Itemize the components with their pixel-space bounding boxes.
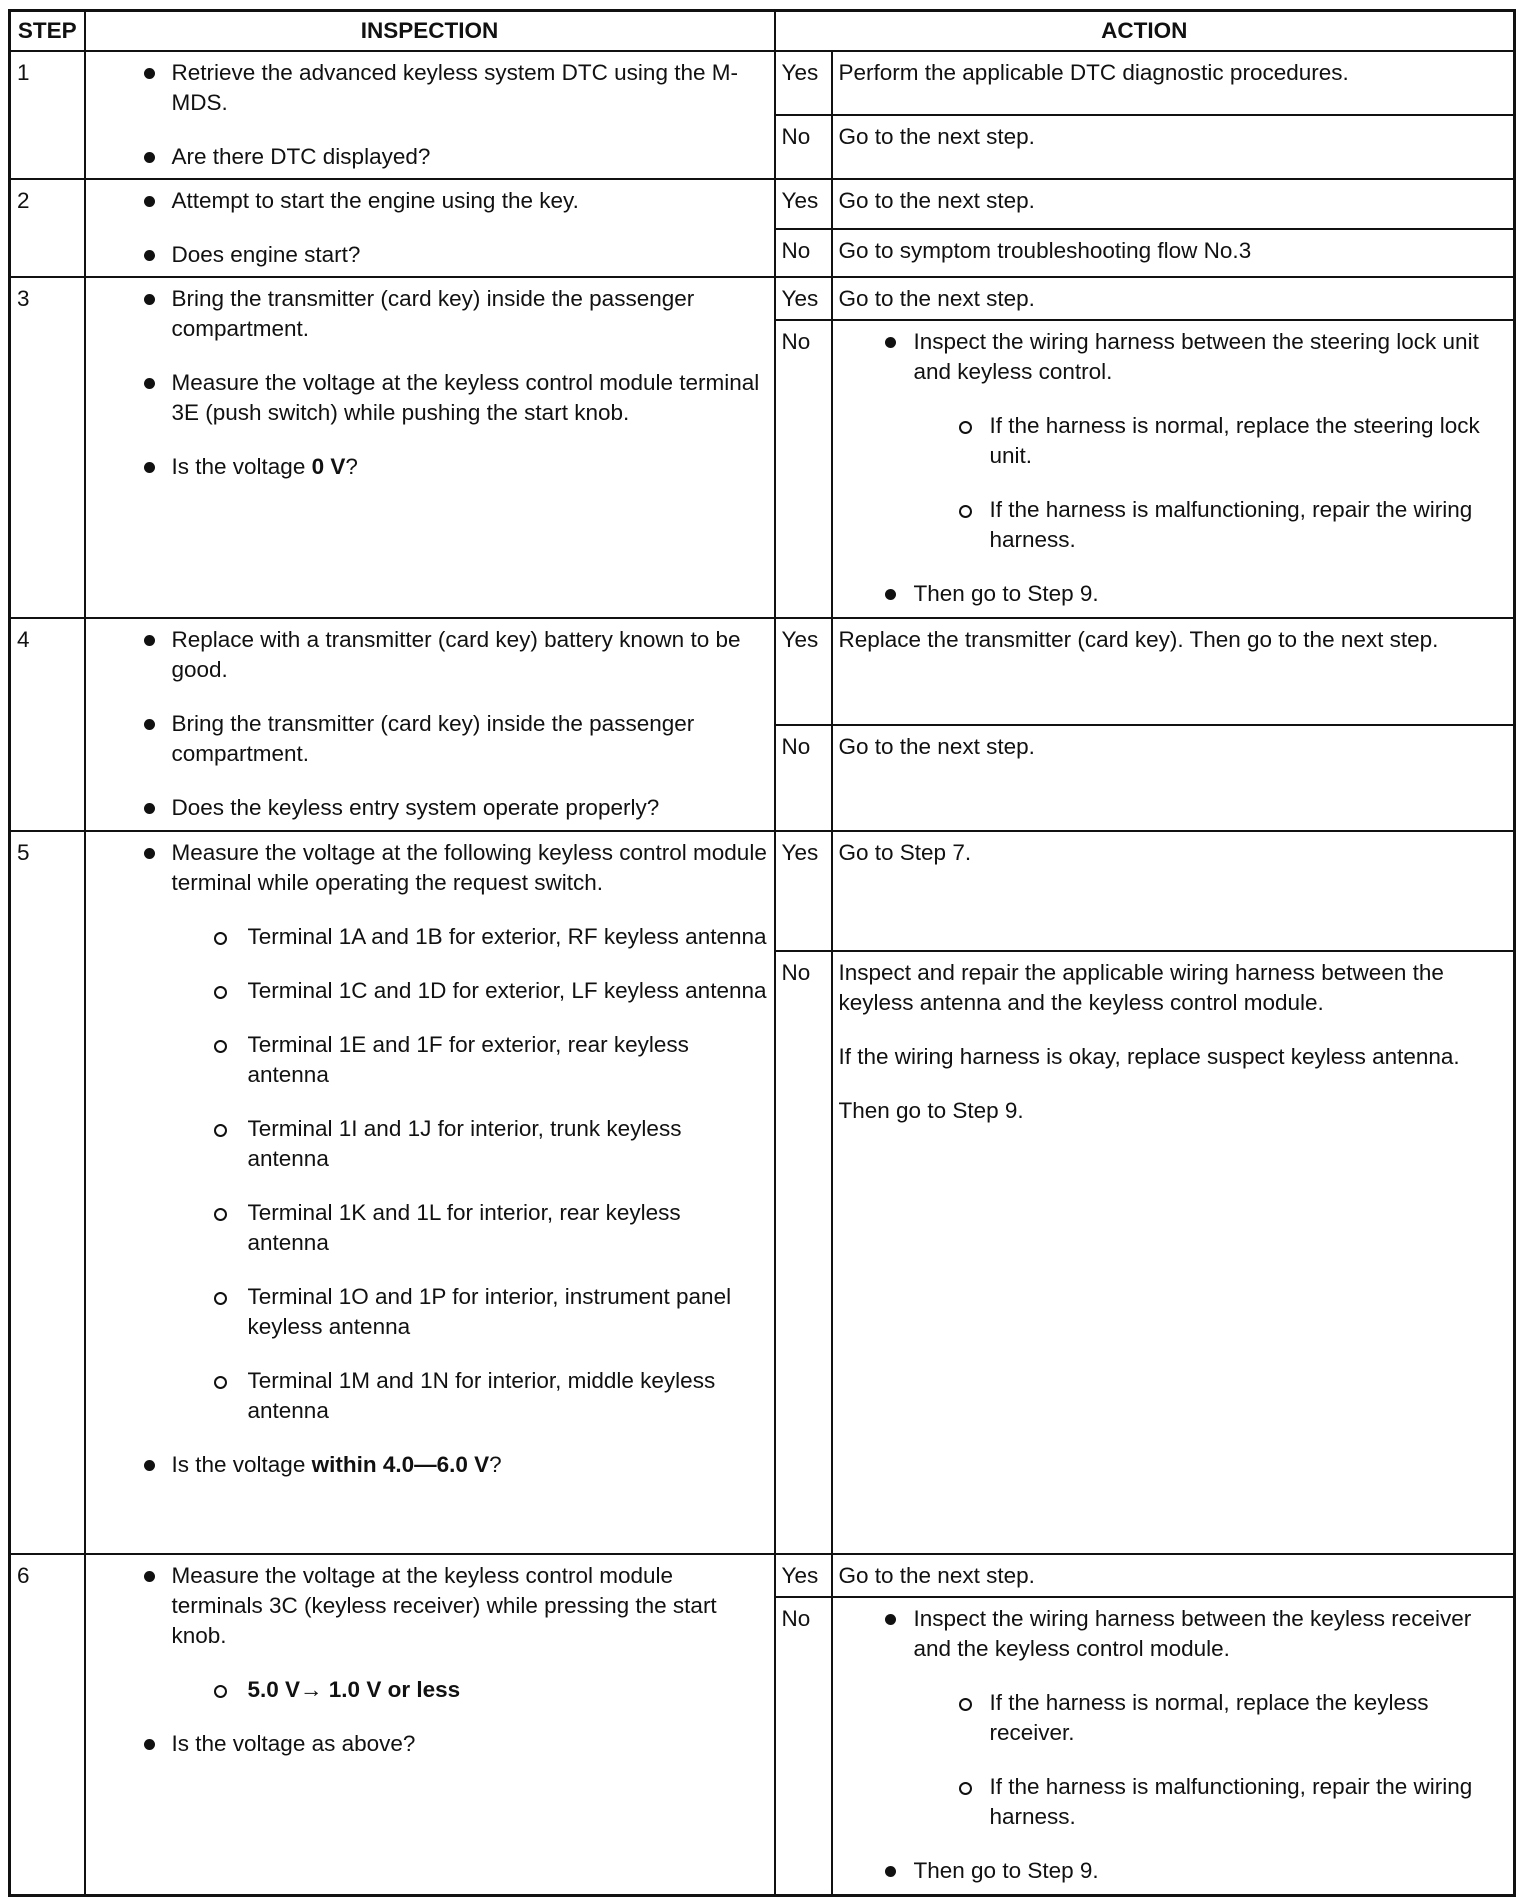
list-item: Bring the transmitter (card key) inside the passenger compartment. bbox=[92, 284, 768, 344]
list-item: Attempt to start the engine using the key. bbox=[92, 186, 768, 216]
list-item: If the harness is malfunctioning, repair the wiring harness. bbox=[839, 1772, 1508, 1832]
no-label: No bbox=[775, 951, 832, 1554]
no-label: No bbox=[775, 320, 832, 618]
list-item: Measure the voltage at the keyless control module terminal 3E (push switch) while pushing the start knob. bbox=[92, 368, 768, 428]
table-row bbox=[10, 179, 1515, 229]
table-row bbox=[10, 277, 1515, 320]
no-label: No bbox=[775, 1597, 832, 1895]
inspection-cell bbox=[85, 179, 775, 277]
step-number: 2 bbox=[10, 179, 85, 277]
inspection-cell bbox=[85, 277, 775, 618]
list-item: Terminal 1E and 1F for exterior, rear keyless antenna bbox=[92, 1030, 768, 1090]
yes-action: Go to Step 7. bbox=[832, 831, 1515, 951]
list-item: Terminal 1I and 1J for interior, trunk keyless antenna bbox=[92, 1114, 768, 1174]
yes-label: Yes bbox=[775, 1554, 832, 1597]
list-item bbox=[92, 1450, 768, 1480]
yes-action: Go to the next step. bbox=[832, 1554, 1515, 1597]
action-paragraph: If the wiring harness is okay, replace suspect keyless antenna. bbox=[838, 1044, 1460, 1069]
list-item: Measure the voltage at the keyless control module terminals 3C (keyless receiver) while pressing the start knob. bbox=[92, 1561, 768, 1651]
action-paragraph: Then go to Step 9. bbox=[838, 1098, 1024, 1123]
voltage-value: within 4.0—6.0 V bbox=[311, 1452, 490, 1477]
yes-label: Yes bbox=[775, 618, 832, 725]
header-row bbox=[10, 11, 1515, 52]
list-item: Terminal 1M and 1N for interior, middle keyless antenna bbox=[92, 1366, 768, 1426]
no-action: Go to the next step. bbox=[832, 725, 1515, 831]
list-item: Does engine start? bbox=[92, 240, 768, 270]
no-action bbox=[832, 320, 1515, 618]
voltage-value: 5.0 V→ 1.0 V or less bbox=[247, 1677, 461, 1702]
yes-action: Go to the next step. bbox=[832, 179, 1515, 229]
action-paragraph: Inspect and repair the applicable wiring harness between the keyless antenna and the keyless control module. bbox=[838, 960, 1444, 1015]
yes-label: Yes bbox=[775, 51, 832, 115]
list-item: If the harness is normal, replace the steering lock unit. bbox=[839, 411, 1508, 471]
list-item: Terminal 1C and 1D for exterior, LF keyless antenna bbox=[92, 976, 768, 1006]
inspection-cell bbox=[85, 618, 775, 831]
list-item: Inspect the wiring harness between the keyless receiver and the keyless control module. bbox=[839, 1604, 1508, 1664]
list-item: Does the keyless entry system operate properly? bbox=[92, 793, 768, 823]
table-row bbox=[10, 831, 1515, 951]
list-item: If the harness is malfunctioning, repair the wiring harness. bbox=[839, 495, 1508, 555]
list-item: Retrieve the advanced keyless system DTC using the M-MDS. bbox=[92, 58, 768, 118]
no-action bbox=[832, 1597, 1515, 1895]
header-inspection: INSPECTION bbox=[85, 11, 775, 52]
inspection-cell bbox=[85, 51, 775, 179]
no-label: No bbox=[775, 115, 832, 179]
no-action bbox=[832, 951, 1515, 1554]
list-item bbox=[92, 452, 768, 482]
list-item: Are there DTC displayed? bbox=[92, 142, 768, 172]
diagnostic-page bbox=[8, 9, 1513, 1897]
voltage-value: 0 V bbox=[311, 454, 346, 479]
list-text: ? bbox=[345, 454, 358, 479]
yes-action: Perform the applicable DTC diagnostic procedures. bbox=[832, 51, 1515, 115]
list-text: ? bbox=[489, 1452, 502, 1477]
list-item: Then go to Step 9. bbox=[839, 579, 1508, 609]
yes-label: Yes bbox=[775, 179, 832, 229]
step-number: 6 bbox=[10, 1554, 85, 1895]
header-step: STEP bbox=[10, 11, 85, 52]
step-number: 1 bbox=[10, 51, 85, 179]
table-row bbox=[10, 1554, 1515, 1597]
yes-action: Replace the transmitter (card key). Then go to the next step. bbox=[832, 618, 1515, 725]
list-text: Is the voltage bbox=[171, 454, 312, 479]
list-item: Measure the voltage at the following keyless control module terminal while operating the request switch. bbox=[92, 838, 768, 898]
yes-action: Go to the next step. bbox=[832, 277, 1515, 320]
step-number: 5 bbox=[10, 831, 85, 1554]
table-row bbox=[10, 51, 1515, 115]
no-label: No bbox=[775, 725, 832, 831]
list-item: Bring the transmitter (card key) inside the passenger compartment. bbox=[92, 709, 768, 769]
yes-label: Yes bbox=[775, 277, 832, 320]
no-label: No bbox=[775, 229, 832, 278]
diagnostic-table bbox=[8, 9, 1516, 1897]
step-number: 3 bbox=[10, 277, 85, 618]
no-action: Go to the next step. bbox=[832, 115, 1515, 179]
list-item: Then go to Step 9. bbox=[839, 1856, 1508, 1886]
list-item: Terminal 1A and 1B for exterior, RF keyless antenna bbox=[92, 922, 768, 952]
list-item: Terminal 1K and 1L for interior, rear keyless antenna bbox=[92, 1198, 768, 1258]
inspection-cell bbox=[85, 831, 775, 1554]
list-item: Is the voltage as above? bbox=[92, 1729, 768, 1759]
list-item bbox=[92, 1675, 768, 1705]
no-action: Go to symptom troubleshooting flow No.3 bbox=[832, 229, 1515, 278]
table-row bbox=[10, 618, 1515, 725]
yes-label: Yes bbox=[775, 831, 832, 951]
list-item: If the harness is normal, replace the keyless receiver. bbox=[839, 1688, 1508, 1748]
header-action: ACTION bbox=[775, 11, 1515, 52]
list-item: Inspect the wiring harness between the steering lock unit and keyless control. bbox=[839, 327, 1508, 387]
list-item: Terminal 1O and 1P for interior, instrument panel keyless antenna bbox=[92, 1282, 768, 1342]
list-item: Replace with a transmitter (card key) battery known to be good. bbox=[92, 625, 768, 685]
list-text: Is the voltage bbox=[171, 1452, 312, 1477]
inspection-cell bbox=[85, 1554, 775, 1895]
step-number: 4 bbox=[10, 618, 85, 831]
